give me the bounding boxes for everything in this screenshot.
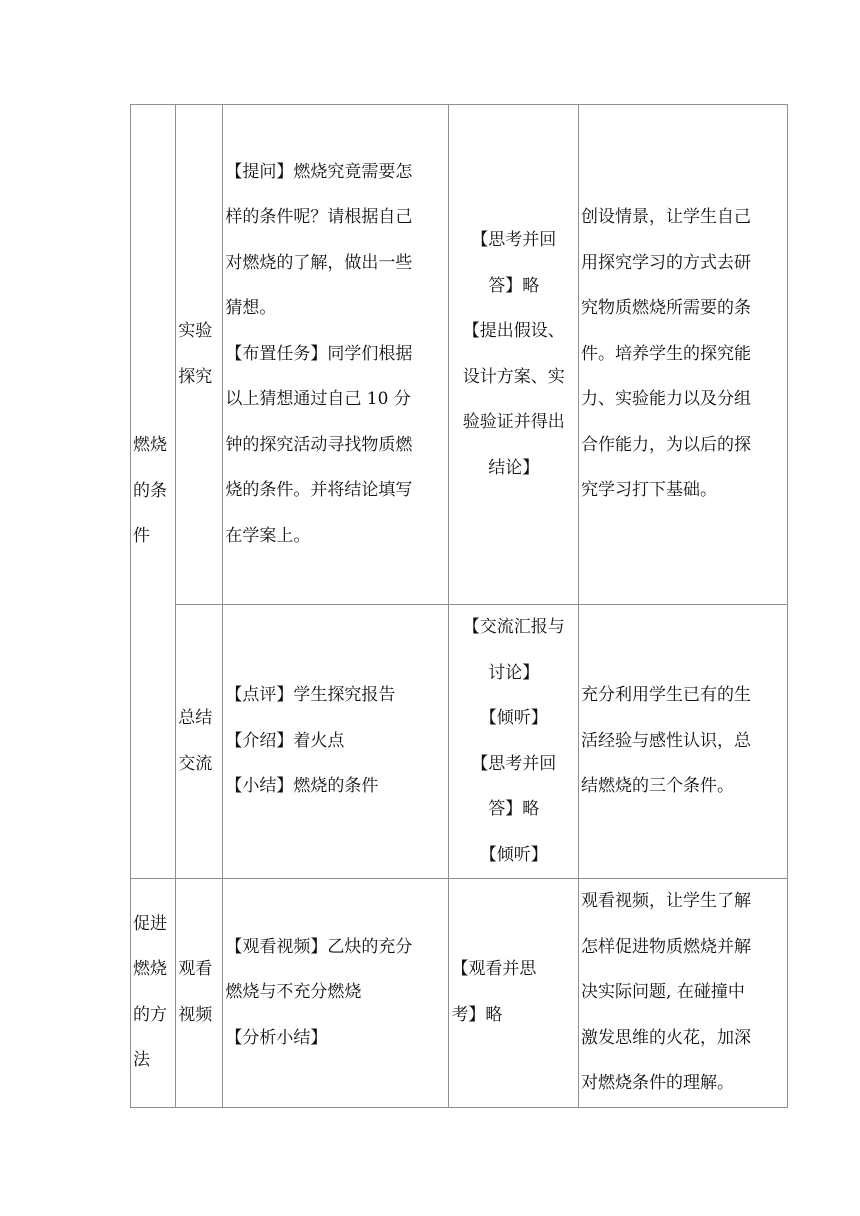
goal-line: 决实际问题, 在碰撞中 (581, 982, 745, 1002)
goal-line: 怎样促进物质燃烧并解 (581, 936, 752, 957)
teacher-line: 在学案上。 (225, 525, 311, 546)
teacher-activity-cell (223, 605, 449, 879)
goal-line: 激发思维的火花，加深 (581, 1027, 752, 1048)
activity-line: 观看 (178, 959, 213, 980)
table-row (131, 879, 788, 1108)
student-activity-cell (449, 605, 579, 879)
activity-cell (176, 105, 223, 605)
activity-line: 总结 (178, 708, 213, 728)
goal-line: 创设情景，让学生自己 (581, 207, 752, 228)
activity-line: 交流 (178, 753, 213, 774)
stage-line: 燃烧 (133, 959, 167, 980)
student-activity-cell (449, 105, 579, 605)
table-row (131, 605, 788, 879)
student-line: 【思考并回 (471, 753, 557, 774)
goal-line: 用探究学习的方式去研 (581, 252, 752, 273)
teacher-line: 【介绍】着火点 (225, 730, 345, 751)
stage-line: 件 (133, 526, 150, 547)
design-intent-cell (579, 105, 788, 605)
lesson-plan-table (130, 104, 788, 1108)
stage-cell (131, 105, 176, 879)
teacher-line: 钟的探究活动寻找物质燃 (225, 434, 413, 455)
student-line: 【倾听】 (479, 708, 548, 728)
teacher-line: 对燃烧的了解，做出一些 (225, 252, 413, 273)
student-line: 结论】 (488, 457, 540, 478)
activity-line: 视频 (178, 1004, 213, 1025)
goal-line: 合作能力，为以后的探 (581, 434, 752, 455)
teacher-line: 【分析小结】 (225, 1027, 328, 1048)
goal-line: 充分利用学生已有的生 (581, 685, 752, 706)
student-line: 【提出假设、 (462, 321, 565, 341)
activity-cell (176, 879, 223, 1108)
goal-line: 对燃烧条件的理解。 (581, 1073, 735, 1093)
stage-line: 法 (133, 1050, 150, 1071)
student-line: 验验证并得出 (462, 412, 565, 432)
student-line: 【交流汇报与 (462, 617, 565, 637)
goal-line: 件。培养学生的探究能 (581, 343, 752, 364)
goal-line: 究学习打下基础。 (581, 480, 718, 501)
student-line: 【倾听】 (479, 844, 548, 865)
student-line: 【思考并回 (471, 230, 557, 250)
teacher-line: 烧的条件。并将结论填写 (225, 480, 413, 501)
stage-line: 燃烧 (133, 435, 167, 456)
student-line: 答】略 (488, 799, 540, 819)
student-line: 讨论】 (488, 662, 540, 683)
student-line: 答】略 (488, 275, 540, 296)
stage-cell (131, 879, 176, 1108)
teacher-line: 【布置任务】同学们根据 (225, 343, 413, 364)
teacher-line: 猜想。 (225, 298, 277, 319)
table-row (131, 105, 788, 605)
stage-line: 的条 (133, 480, 167, 501)
teacher-line: 样的条件呢？请根据自己 (225, 207, 413, 228)
design-intent-cell (579, 879, 788, 1108)
stage-line: 的方 (133, 1004, 167, 1025)
teacher-activity-cell (223, 879, 449, 1108)
activity-cell (176, 605, 223, 879)
teacher-activity-cell (223, 105, 449, 605)
goal-line: 活经验与感性认识，总 (581, 730, 752, 751)
activity-line: 实验 (178, 321, 213, 341)
student-line: 考】略 (451, 1004, 503, 1025)
student-line: 设计方案、实 (462, 366, 565, 387)
stage-line: 促进 (133, 913, 167, 934)
goal-line: 观看视频，让学生了解 (581, 891, 752, 911)
goal-line: 究物质燃烧所需要的条 (581, 298, 752, 319)
goal-line: 力、实验能力以及分组 (581, 389, 752, 410)
teacher-line: 【观看视频】乙炔的充分 (225, 936, 413, 957)
activity-line: 探究 (178, 366, 213, 387)
goal-line: 结燃烧的三个条件。 (581, 776, 735, 797)
student-activity-cell (449, 879, 579, 1108)
teacher-line: 【小结】燃烧的条件 (225, 776, 379, 797)
teacher-line: 燃烧与不充分燃烧 (225, 982, 362, 1002)
teacher-line: 【提问】燃烧究竟需要怎 (225, 161, 413, 182)
design-intent-cell (579, 605, 788, 879)
teacher-line: 以上猜想通过自己 10 分 (225, 389, 411, 410)
student-line: 【观看并思 (451, 959, 537, 980)
teacher-line: 【点评】学生探究报告 (225, 685, 396, 706)
